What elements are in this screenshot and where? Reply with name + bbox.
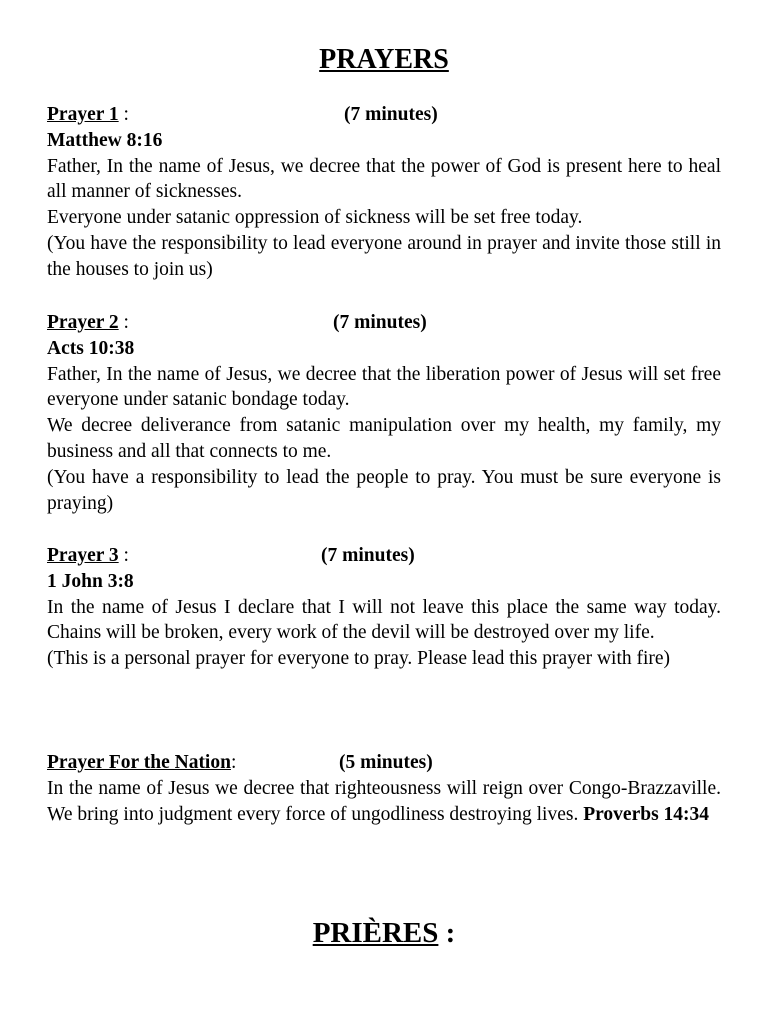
prayer-duration: (7 minutes)	[333, 312, 427, 333]
french-title	[47, 917, 721, 950]
prayer-instruction: (This is a personal prayer for everyone to pray. Please lead this prayer with fire)	[47, 648, 671, 670]
prayer-paragraph: Everyone under satanic oppression of sickness will be set free today.	[47, 207, 583, 229]
prayer-paragraph: Father, In the name of Jesus, we decree that the power of God is present here to heal all manner of sicknesses.	[47, 155, 721, 203]
prayer-duration: (7 minutes)	[321, 545, 415, 566]
prayer-paragraph: Father, In the name of Jesus, we decree that the liberation power of Jesus will set free everyone under satanic bondage today.	[47, 363, 721, 411]
nation-prayer-text: In the name of Jesus we decree that righteousness will reign over Congo-Brazzaville. We bring into judgment every force of ungodliness destroying lives.	[47, 777, 721, 825]
prayer-separator: :	[118, 104, 129, 125]
prayer-heading	[47, 102, 721, 128]
prayer-label: Prayer 3	[47, 545, 119, 566]
scripture-reference: 1 John 3:8	[47, 570, 134, 592]
prayer-section-3	[47, 543, 721, 672]
prayer-paragraph: In the name of Jesus I declare that I will not leave this place the same way today. Chains will be broken, every work of the devil will be destroyed over my life.	[47, 596, 721, 644]
prayer-section-1	[47, 102, 721, 283]
prayer-heading	[47, 543, 721, 569]
scripture-reference: Proverbs 14:34	[583, 803, 710, 825]
prayer-heading	[47, 750, 721, 776]
french-title-text: PRIÈRES	[312, 917, 439, 949]
prayer-instruction: (You have a responsibility to lead the people to pray. You must be sure everyone is praying)	[47, 466, 721, 514]
french-title-colon: :	[438, 917, 456, 949]
prayer-paragraph	[47, 776, 721, 828]
prayer-label: Prayer For the Nation	[47, 752, 231, 773]
prayer-heading	[47, 310, 721, 336]
page-title: PRAYERS	[319, 44, 449, 75]
prayer-section-2	[47, 310, 721, 516]
prayer-paragraph: We decree deliverance from satanic manipulation over my health, my family, my business and all that connects to me.	[47, 415, 721, 462]
scripture-reference: Acts 10:38	[47, 337, 135, 359]
prayer-separator: :	[118, 545, 129, 566]
prayer-label: Prayer 1	[47, 104, 119, 125]
prayer-duration: (5 minutes)	[339, 752, 433, 773]
prayer-separator: :	[118, 312, 129, 333]
nation-prayer-section	[47, 750, 721, 827]
prayer-duration: (7 minutes)	[344, 104, 438, 125]
prayer-label: Prayer 2	[47, 312, 119, 333]
scripture-reference: Matthew 8:16	[47, 129, 163, 151]
prayer-separator: :	[230, 752, 237, 773]
prayer-instruction: (You have the responsibility to lead everyone around in prayer and invite those still in the houses to join us)	[47, 232, 721, 280]
